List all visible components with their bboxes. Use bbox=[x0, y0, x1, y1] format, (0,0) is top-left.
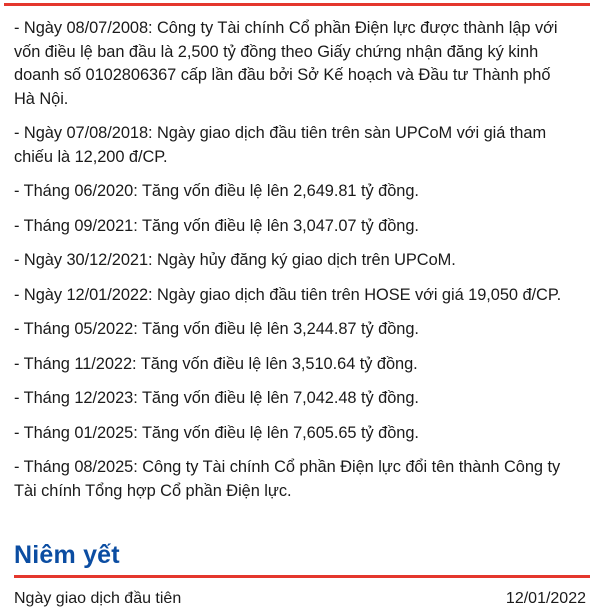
history-entry: - Tháng 06/2020: Tăng vốn điều lệ lên 2,649.81 tỷ đồng. bbox=[14, 182, 419, 200]
history-entry: - Ngày 12/01/2022: Ngày giao dịch đầu tiên trên HOSE với giá 19,050 đ/CP. bbox=[14, 285, 562, 304]
top-divider bbox=[4, 3, 590, 6]
listing-row-label: Ngày giao dịch đầu tiên bbox=[14, 590, 182, 607]
history-entry: - Ngày 30/12/2021: Ngày hủy đăng ký giao dịch trên UPCoM. bbox=[14, 251, 456, 269]
history-entry: - Tháng 12/2023: Tăng vốn điều lệ lên 7,042.48 tỷ đồng. bbox=[14, 389, 419, 407]
history-entry: - Tháng 09/2021: Tăng vốn điều lệ lên 3,047.07 tỷ đồng. bbox=[14, 216, 419, 235]
history-entry: - Tháng 05/2022: Tăng vốn điều lệ lên 3,244.87 tỷ đồng. bbox=[14, 320, 419, 338]
history-entry: - Ngày 08/07/2008: Công ty Tài chính Cổ phần Điện lực được thành lập với vốn điều lệ ban đầu là 2,500 tỷ đồng theo Giấy chứng nhận đăng ký kinh doanh số 0102806367 cấp lần đầu bởi Sở Kế hoạch và Đầu tư Thành phố Hà Nội. bbox=[14, 19, 558, 108]
listing-section-title: Niêm yết bbox=[14, 541, 120, 569]
listing-section-divider bbox=[14, 575, 590, 578]
history-entry: - Tháng 08/2025: Công ty Tài chính Cổ phần Điện lực đổi tên thành Công ty Tài chính Tổng hợp Cổ phần Điện lực. bbox=[14, 458, 561, 500]
history-entry: - Ngày 07/08/2018: Ngày giao dịch đầu tiên trên sàn UPCoM với giá tham chiếu là 12,200 đ/CP. bbox=[14, 124, 547, 166]
listing-row-value: 12/01/2022 bbox=[505, 590, 586, 607]
company-history-list bbox=[14, 17, 594, 514]
history-entry: - Tháng 01/2025: Tăng vốn điều lệ lên 7,605.65 tỷ đồng. bbox=[14, 423, 419, 442]
history-entry: - Tháng 11/2022: Tăng vốn điều lệ lên 3,510.64 tỷ đồng. bbox=[14, 354, 418, 373]
listing-first-trading-date-row bbox=[14, 589, 586, 609]
